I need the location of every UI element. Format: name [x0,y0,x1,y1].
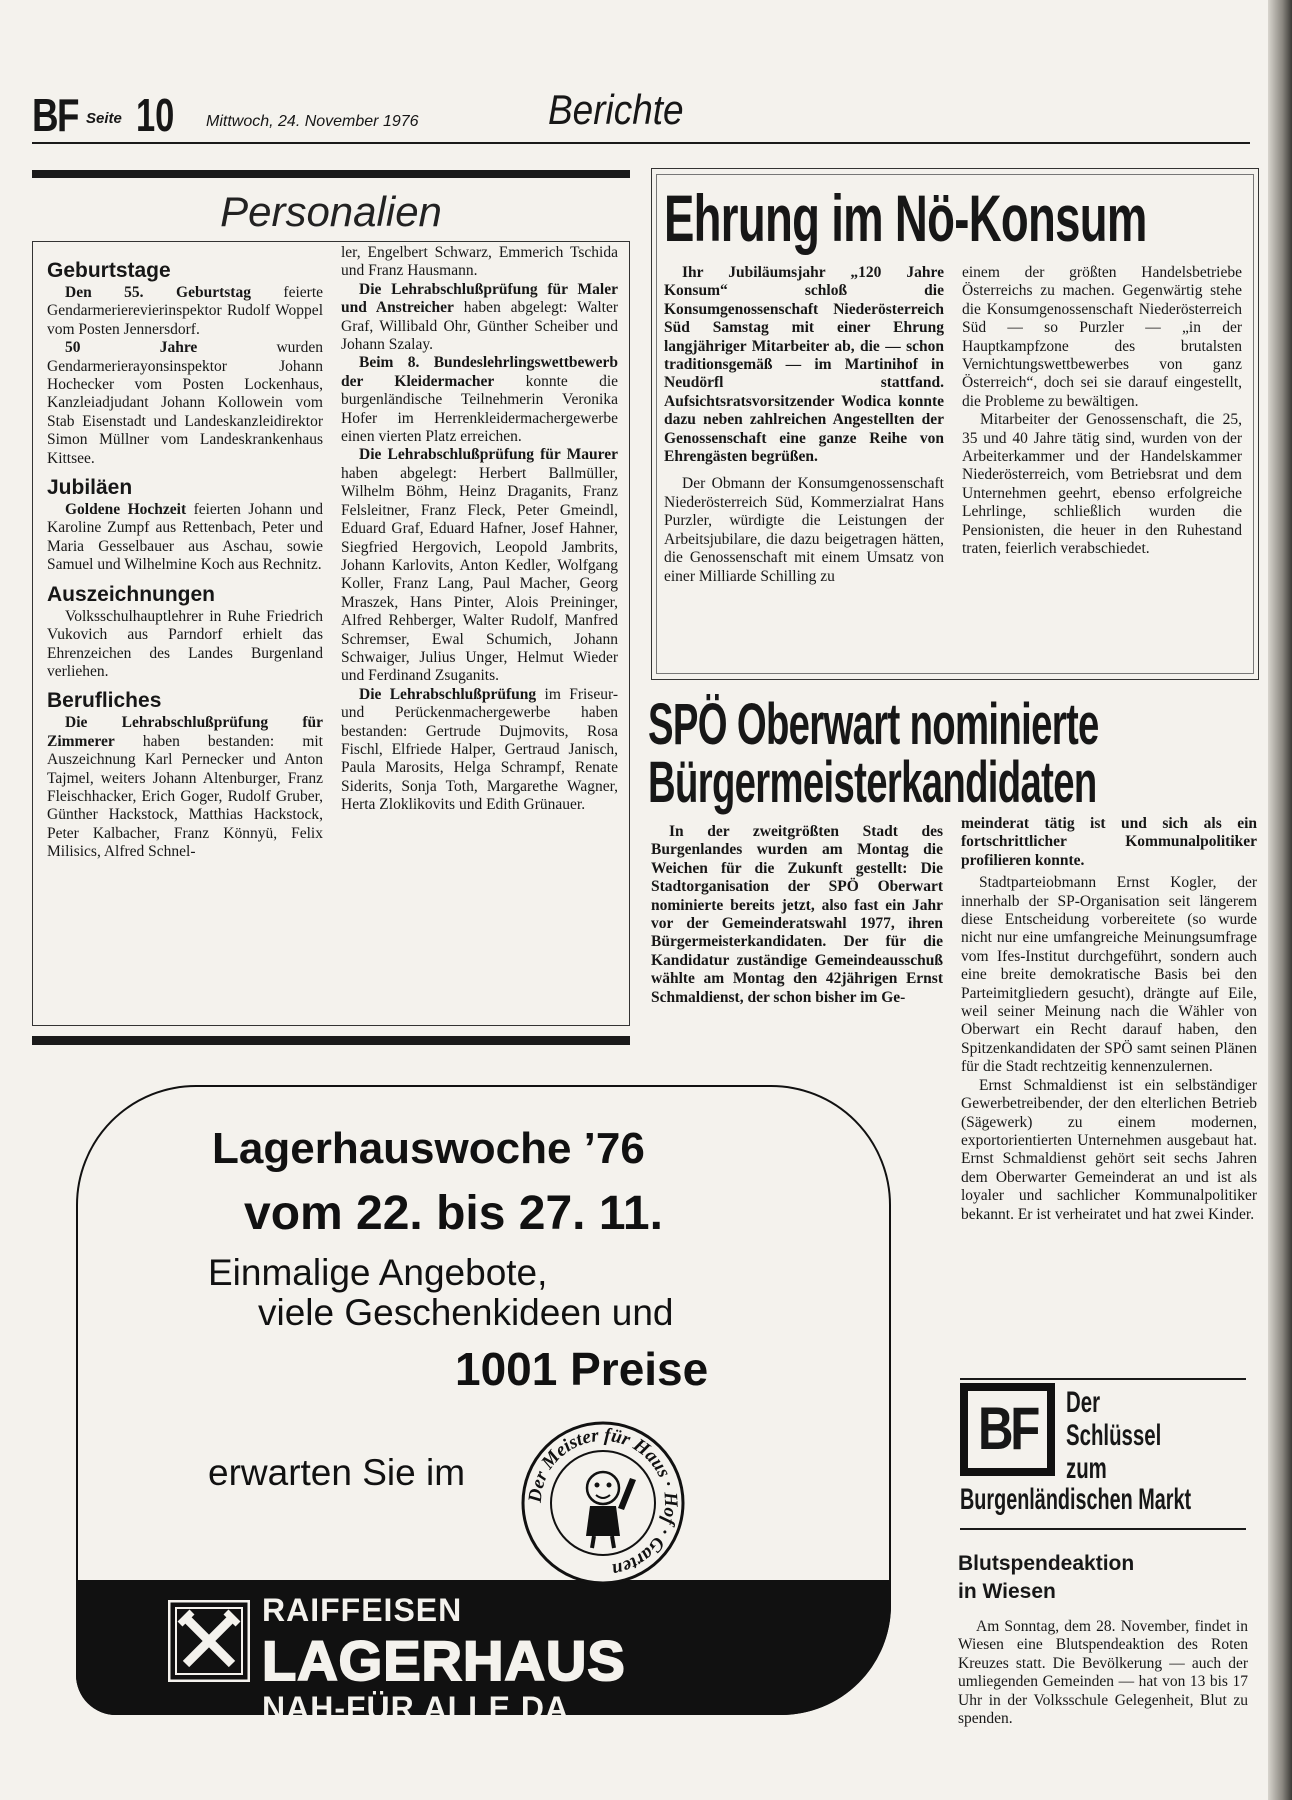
advert-line-6: erwarten Sie im [208,1452,466,1493]
section-title: Berichte [548,86,684,133]
page-edge-shadow [1268,0,1292,1800]
ehrung-paragraph-2: einem der größten Handelsbetriebe Österreichs zu machen. Gegenwärtig stehe die Konsumgenossenschaft Niederösterreich Süd — so Purzler — „in der Hauptkampfzone des brutalsten Vernichtungswettbewerbes von ganz Österreich“, doch sei sie darauf eingestellt, die Probleme zu bewältigen. [962,264,1242,410]
advert-line-4: viele Geschenkideen und [258,1292,674,1333]
issue-date: Mittwoch, 24. November 1976 [206,113,419,130]
blutspende-body [958,1618,1248,1728]
personalien-column-2 [341,244,618,815]
ehrung-headline: Ehrung im Nö-Konsum [664,181,1147,255]
masthead-seite-label: Seite [86,110,122,127]
paragraph-maler: Die Lehrabschlußprüfung für Maler und Anstreicher haben abgelegt: Walter Graf, Willibald Ohr, Günther Scheiber und Johann Szalay. [341,280,618,354]
advert-headline: Lagerhauswoche ’76 [212,1124,645,1173]
ehrung-column-1 [664,264,944,586]
spoe-lead: In der zweitgrößten Stadt des Burgenlandes wurden am Montag die Weichen für die Zukunft gestellt: Die Stadtorganisation der SPÖ Oberwart nominierte bereits jetzt, also fast ein Jahr vor der Gemeinderatswahl 1977, ihren Bürgermeisterkandidaten. Der für die Kandidatur zuständige Gemeindeausschuß wählte am Montag den 42jährigen Ernst Schmaldienst, der schon bisher im Ge- [651,823,943,1006]
spoe-column-2 [961,815,1257,1224]
bf-slogan-line-1: Der [1066,1386,1101,1419]
meister-stamp-icon [518,1418,688,1588]
spoe-headline [648,692,1099,815]
spoe-lead-cont: meinderat tätig ist und sich als ein fortschrittlicher Kommunalpolitiker profilieren konnte. [961,815,1257,869]
advert-brand-lagerhaus: LAGERHAUS [262,1629,626,1692]
personalien-top-bar [32,170,630,178]
paragraph-jubilaeen: Goldene Hochzeit feierten Johann und Karoline Zumpf aus Rettenbach, Peter und Maria Gesselbauer aus Aschau, sowie Samuel und Wilhelmine Koch aus Rechnitz. [47,501,323,574]
heading-auszeichnungen: Auszeichnungen [47,582,216,606]
ehrung-paragraph-1: Der Obmann der Konsumgenossenschaft Niederösterreich Süd, Kommerzialrat Hans Purzler, würdigte die Leistungen der Arbeitsjubilare, die dazu beigetragen hätten, die Genossenschaft mit einem Umsatz von einer Milliarde Schilling zu [664,475,944,585]
blutspende-paragraph: Am Sonntag, dem 28. November, findet in Wiesen eine Blutspendeaktion des Roten Kreuzes statt. Die Bevölkerung — auch der umliegenden Gemeinden — hat von 13 bis 17 Uhr in der Volksschule Gelegenheit, Blut zu spenden. [958,1618,1248,1728]
bf-promo-rule-top [960,1378,1246,1380]
bf-logo: BF [977,1395,1038,1462]
paragraph-auszeichnungen: Volksschulhauptlehrer in Ruhe Friedrich Vukovich aus Parndorf erhielt das Ehrenzeichen des Landes Burgenland verliehen. [47,607,323,680]
svg-text:Der Meister für Haus · Hof · G: Der Meister für Haus · Hof · Garten [524,1424,682,1581]
blutspende-headline-line-2: in Wiesen [958,1580,1056,1603]
masthead-logo: BF [32,89,78,141]
personalien-title: Personalien [220,188,442,235]
heading-geburtstage: Geburtstage [47,259,171,282]
paragraph-friseur: Die Lehrabschlußprüfung im Friseur- und Perückenmachergewerbe haben bestanden: Gertrude Dujmovits, Rosa Fischl, Elfriede Halper, Gertraud Janisch, Paula Marosits, Helga Schrampf, Renate Siderits, Sonja Toth, Margarethe Wagner, Herta Zloklikovits und Edith Grünauer. [341,685,618,814]
blutspende-headline-line-1: Blutspendeaktion [958,1552,1135,1575]
heading-berufliches: Berufliches [47,689,162,713]
raiffeisen-gable-logo-icon [168,1600,250,1682]
masthead-rule [32,142,1250,144]
bf-slogan [1066,1386,1161,1485]
spoe-column-1 [651,823,943,1007]
advert-brand-raiffeisen: RAIFFEISEN [262,1592,463,1628]
bf-slogan-line-4: Burgenländischen Markt [960,1483,1192,1516]
paragraph-geburtstag-55: Den 55. Geburtstag feierte Gendarmerierevierinspektor Rudolf Woppel vom Posten Jennersdorf. [47,284,324,338]
paragraph-zimmerer: Die Lehrabschlußprüfung für Zimmerer haben bestanden: mit Auszeichnung Karl Pernecker und Anton Tajmel, weiters Johann Altenburger, Franz Fleischhacker, Erich Goger, Rudolf Gruber, Günther Hackstock, Matthias Hackstock, Peter Kalbacher, Franz Könnyü, Felix Milisics, Alfred Schnel- [47,714,323,861]
advert-dates: vom 22. bis 27. 11. [244,1187,663,1240]
bf-promo-rule-bottom [960,1528,1246,1530]
paragraph-zimmerer-cont: ler, Engelbert Schwarz, Emmerich Tschida und Franz Hausmann. [341,244,618,280]
advert-preise: 1001 Preise [455,1343,709,1395]
page-number: 10 [136,89,175,141]
paragraph-kleidermacher: Beim 8. Bundeslehrlingswettbewerb der Kleidermacher konnte die burgenländische Teilnehmerin Veronika Hofer im Herrenkleidermachergewerbe einen vierten Platz erreichen. [341,354,619,446]
spoe-headline-line-2: Bürgermeisterkandidaten [648,750,1097,815]
advert-line-3: Einmalige Angebote, [208,1252,548,1293]
personalien-column-1 [47,259,323,862]
advert-brand-slogan: NAH-FÜR ALLE DA [262,1690,570,1726]
spoe-headline-line-1: SPÖ Oberwart nominierte [648,692,1099,757]
spoe-paragraph-2: Ernst Schmaldienst ist ein selbständiger Gewerbetreibender, der den elterlichen Betrieb (Sägewerk) zu einem modernen, exportorientierten Unternehmen ausgebaut hat. Ernst Schmaldienst gehört seit sechs Jahren dem Oberwarter Gemeinderat an und ist als loyaler und sachlicher Kommunalpolitiker bekannt. Er ist verheiratet und hat zwei Kinder. [961,1076,1257,1223]
blutspende-headline [958,1550,1134,1606]
ehrung-lead: Ihr Jubiläumsjahr „120 Jahre Konsum“ schloß die Konsumgenossenschaft Niederösterreich Süd Samstag mit einer Ehrung langjähriger Mitarbeiter ab, die — schon traditionsgemäß — im Martinihof in Neudörfl stattfand. Aufsichtsratsvorsitzender Wodica konnte dazu neben zahlreichen Angestellten der Genossenschaft eine ganze Reihe von Ehrengästen begrüßen. [664,264,944,466]
spoe-paragraph-1: Stadtparteiobmann Ernst Kogler, der innerhalb der SP-Organisation seit längerem diese Entscheidung vorbereitete (so wurde nicht nur eine umfangreiche Meinungsumfrage vom Ifes-Institut durchgeführt, sondern auch eine breite demokratische Basis bei den Parteimitgliedern gesucht), drängte auf Eile, weil seiner Meinung nach die Wähler von Oberwart ein Recht darauf haben, den Spitzenkandidaten der SPÖ samt seinen Plänen für die Stadt rechtzeitig kennenzulernen. [961,874,1257,1076]
ehrung-column-2 [962,264,1242,559]
heading-jubilaeen: Jubiläen [47,476,133,500]
bf-slogan-line-2: Schlüssel [1066,1419,1162,1452]
personalien-bottom-bar [32,1036,630,1045]
bf-slogan-line-3: zum [1066,1452,1107,1485]
paragraph-maurer: Die Lehrabschlußprüfung für Maurer haben abgelegt: Herbert Ballmüller, Wilhelm Böhm, Heinz Draganits, Franz Felsleitner, Franz Fleck, Peter Gmeindl, Eduard Graf, Eduard Hafner, Josef Hahner, Siegfried Hergovich, Leopold Jambrits, Johann Karlovits, Anton Kedler, Wolfgang Koller, Franz Lang, Paul Macher, Georg Mraszek, Hans Pinter, Alois Preininger, Alfred Rehberger, Walter Rudolf, Manfred Schremser, Ewal Schumich, Johann Schwaiger, Julius Unger, Helmut Wieder und Ferdinand Zsuganits. [341,446,618,685]
paragraph-50-jahre: 50 Jahre wurden Gendarmerierayonsinspektor Johann Hochecker vom Posten Lockenhaus, Kanzleiadjudant Johann Kollowein vom Stab Eisenstadt und Landeskanzleidirektor Simon Müllner vom Landeskrankenhaus Kittsee. [47,339,323,467]
ehrung-paragraph-3: Mitarbeiter der Genossenschaft, die 25, 35 und 40 Jahre tätig sind, wurden von der Arbeiterkammer und der Handelskammer Niederösterreich, vom Betriebsrat und dem Unternehmen geehrt, ebenso erfolgreiche Lehrlinge, schließlich wurden die Pensionisten, die heuer in den Ruhestand traten, feierlich verabschiedet. [962,411,1242,558]
